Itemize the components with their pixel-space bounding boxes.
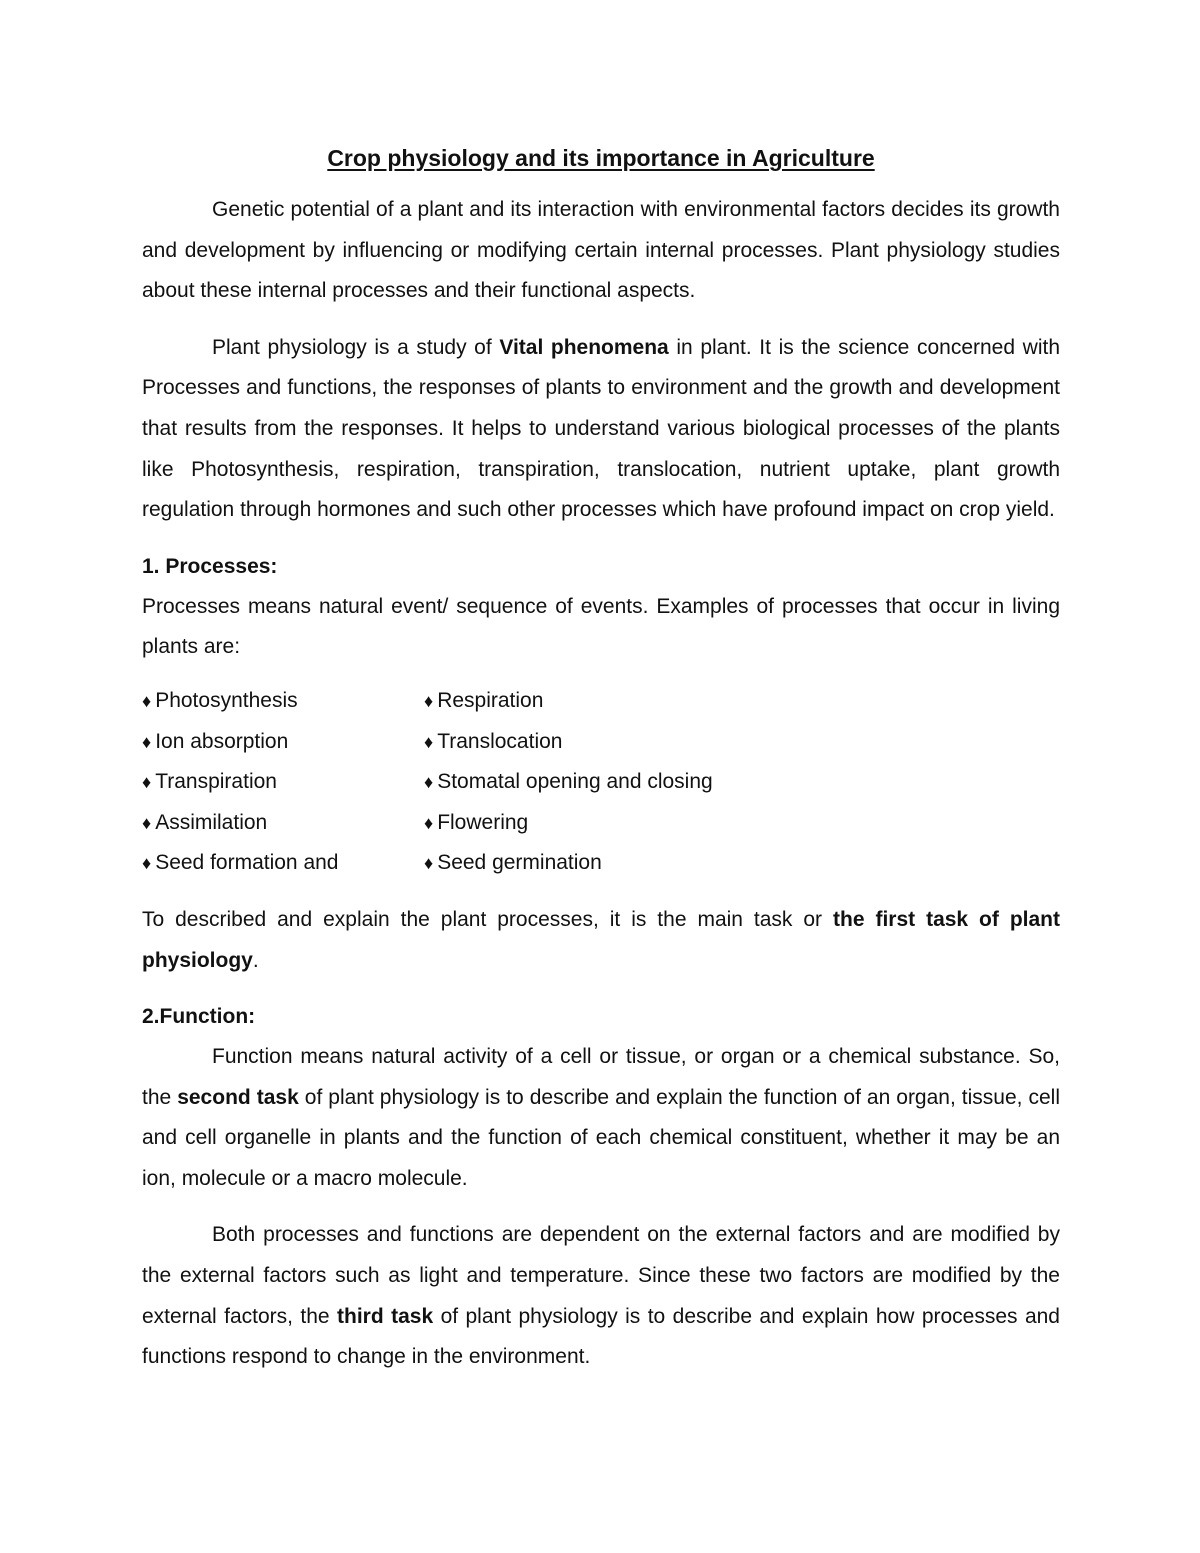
intro-paragraph: Genetic potential of a plant and its interaction with environmental factors decides its growth and development by influencing or modifying certain internal processes. Plant physiology studies about these internal processes and their functional aspects.	[142, 198, 1060, 303]
list-item	[424, 843, 1044, 884]
section-heading-function: 2.Function:	[142, 1005, 256, 1029]
diamond-bullet-icon: ♦	[424, 812, 434, 833]
list-item	[424, 762, 1044, 803]
function-text-pre: Function means natural activity of a cell or tissue, or organ or a chemical substance. So, the	[142, 1045, 1060, 1109]
diamond-bullet-icon: ♦	[424, 853, 434, 874]
list-item	[424, 722, 1044, 763]
list-item-label: Translocation	[437, 729, 563, 753]
list-item-label: Photosynthesis	[155, 688, 298, 712]
first-task-bold: the first task of plant physiology	[142, 907, 1060, 972]
definition-text-post: in plant. It is the science concerned with Processes and functions, the responses of plants to environment and the growth and development that results from the responses. It helps to understand various biological processes of the plants like Photosynthesis, respiration, transpiration, translocation, nutrient uptake, plant growth regulation through hormones and such other processes which have profound impact on crop yield.	[142, 335, 1060, 522]
diamond-bullet-icon: ♦	[142, 812, 152, 833]
definition-paragraph	[142, 328, 1060, 531]
bullet-row	[142, 762, 1060, 803]
document-page	[142, 138, 1060, 1378]
third-task-text-pre: Both processes and functions are dependent on the external factors and are modified by the external factors such as light and temperature. Since these two factors are modified by the external factors, the	[142, 1223, 1060, 1328]
third-task-bold: third task	[337, 1304, 434, 1328]
diamond-bullet-icon: ♦	[424, 690, 434, 711]
first-task-text-pre: To described and explain the plant processes, it is the main task or	[142, 907, 833, 931]
list-item	[142, 803, 424, 844]
bullet-row	[142, 722, 1060, 763]
diamond-bullet-icon: ♦	[424, 731, 434, 752]
list-item-label: Seed germination	[437, 851, 602, 875]
third-task-paragraph	[142, 1215, 1060, 1377]
list-item-label: Stomatal opening and closing	[437, 770, 713, 794]
bullet-row	[142, 681, 1060, 722]
list-item-label: Assimilation	[155, 810, 268, 834]
section-heading-processes: 1. Processes:	[142, 554, 278, 578]
diamond-bullet-icon: ♦	[142, 690, 152, 711]
diamond-bullet-icon: ♦	[142, 853, 152, 874]
function-paragraph	[142, 1037, 1060, 1199]
diamond-bullet-icon: ♦	[424, 772, 434, 793]
diamond-bullet-icon: ♦	[142, 772, 152, 793]
list-item	[424, 803, 1044, 844]
list-item-label: Transpiration	[155, 770, 277, 794]
page-title: Crop physiology and its importance in Agriculture	[327, 145, 875, 171]
process-bullet-list	[142, 681, 1060, 884]
list-item	[142, 843, 424, 884]
third-task-text-post: of plant physiology is to describe and explain how processes and functions respond to change in the environment.	[142, 1304, 1060, 1369]
first-task-paragraph	[142, 900, 1060, 981]
function-text-post: of plant physiology is to describe and explain the function of an organ, tissue, cell and cell organelle in plants and the function of each chemical constituent, whether it may be an ion, molecule or a macro molecule.	[142, 1085, 1061, 1190]
list-item-label: Seed formation and	[155, 851, 339, 875]
list-item-label: Respiration	[437, 688, 544, 712]
bullet-row	[142, 803, 1060, 844]
second-task-bold: second task	[177, 1085, 299, 1109]
processes-paragraph: Processes means natural event/ sequence of events. Examples of processes that occur in living plants are:	[142, 594, 1060, 659]
list-item	[142, 762, 424, 803]
definition-text-pre: Plant physiology is a study of	[212, 335, 500, 359]
list-item-label: Ion absorption	[155, 729, 289, 753]
first-task-text-post: .	[252, 948, 259, 972]
diamond-bullet-icon: ♦	[142, 731, 152, 752]
bullet-row	[142, 843, 1060, 884]
list-item	[424, 681, 1044, 722]
list-item	[142, 681, 424, 722]
list-item-label: Flowering	[437, 810, 529, 834]
list-item	[142, 722, 424, 763]
vital-phenomena-bold: Vital phenomena	[499, 335, 669, 359]
